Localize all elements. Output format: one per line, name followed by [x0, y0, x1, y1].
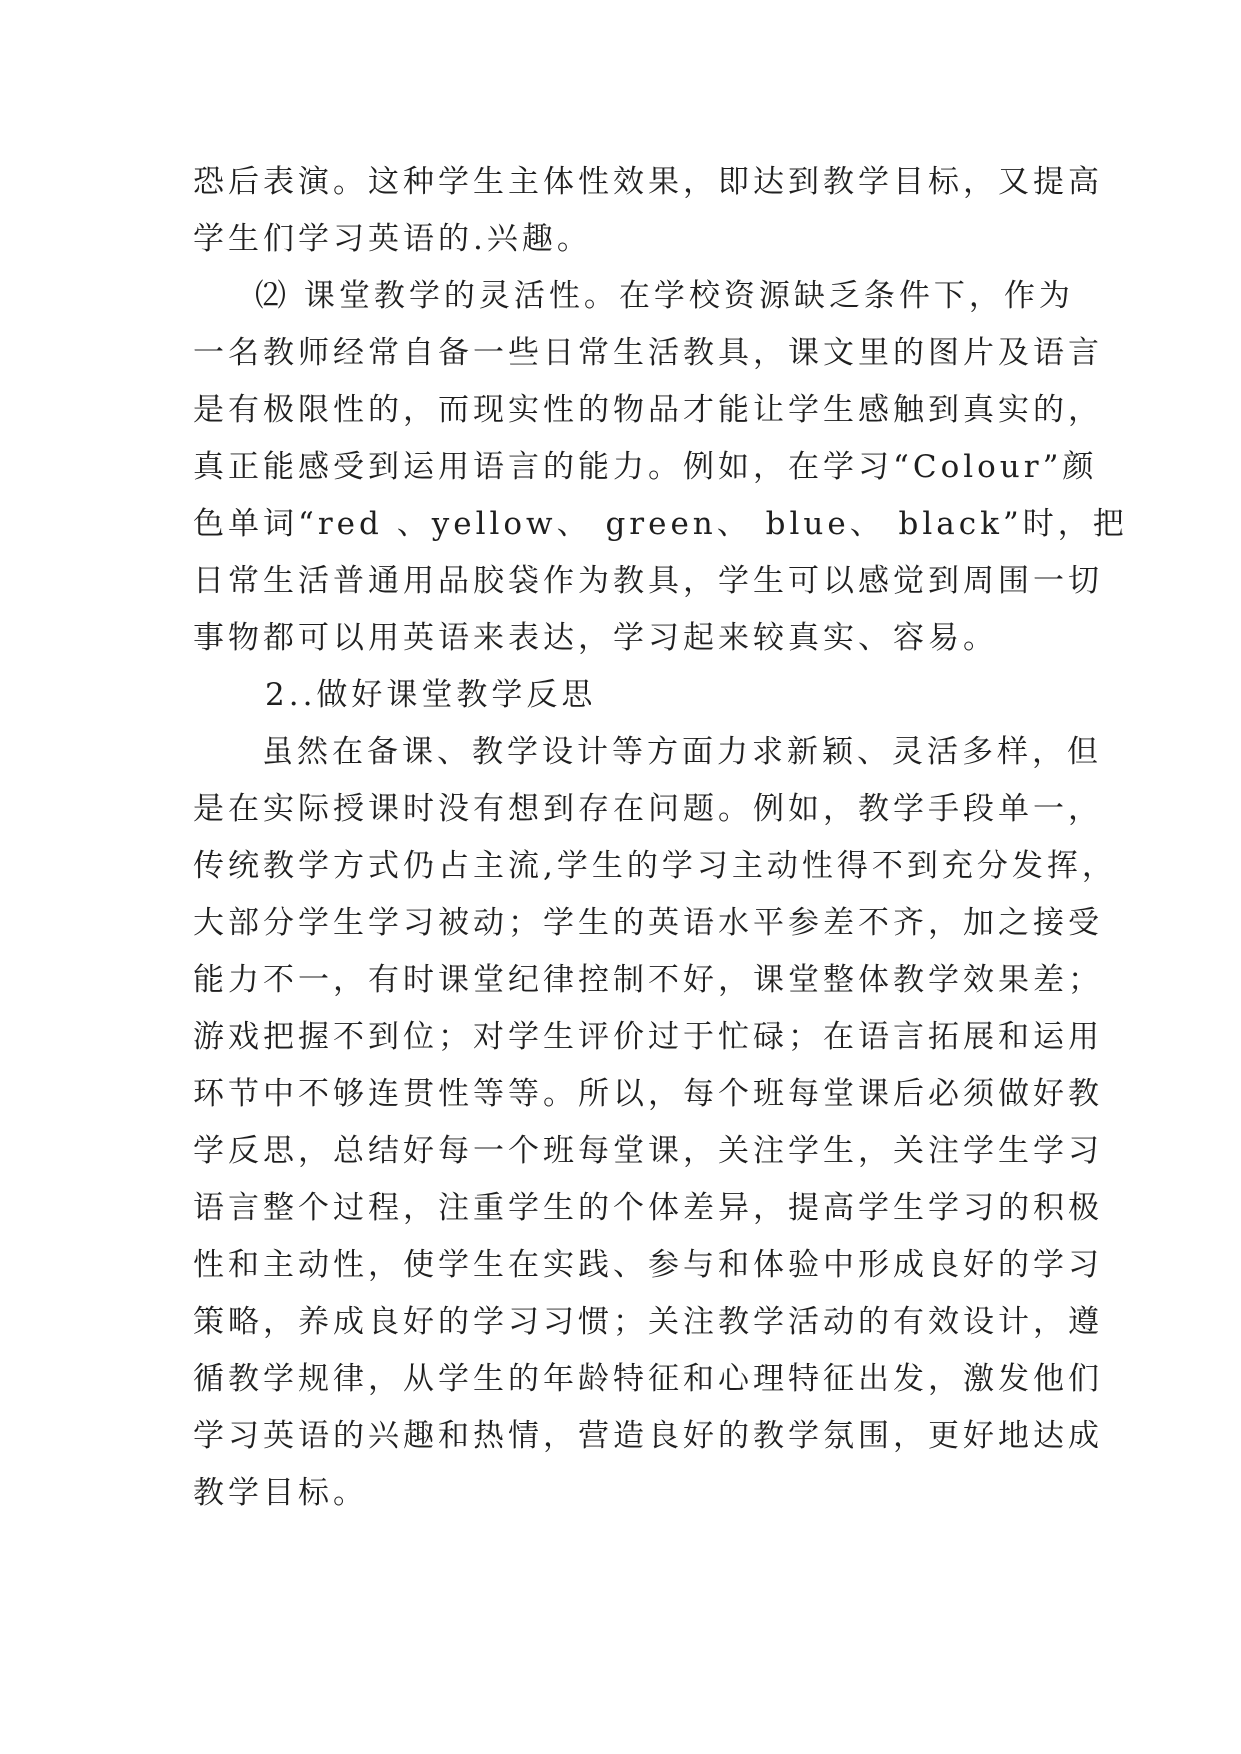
text-line: 环节中不够连贯性等等。所以，每个班每堂课后必须做好教	[193, 1076, 1103, 1112]
text-line: 事物都可以用英语来表达，学习起来较真实、容易。	[193, 620, 998, 656]
section-heading: 2..做好课堂教学反思	[265, 677, 597, 713]
text-line: 真正能感受到运用语言的能力。例如，在学习“Colour”颜	[193, 449, 1098, 485]
text-line: 能力不一，有时课堂纪律控制不好，课堂整体教学效果差；	[193, 962, 1103, 998]
text-line: 教学目标。	[193, 1475, 368, 1511]
paragraph-line-item-2: ⑵ 课堂教学的灵活性。在学校资源缺乏条件下，作为	[255, 278, 1074, 314]
text-line: 恐后表演。这种学生主体性效果，即达到教学目标，又提高	[193, 164, 1103, 200]
text-line: 策略，养成良好的学习习惯；关注教学活动的有效设计，遵	[193, 1304, 1103, 1340]
text-line: 游戏把握不到位；对学生评价过于忙碌；在语言拓展和运用	[193, 1019, 1103, 1055]
text-line: 循教学规律，从学生的年龄特征和心理特征出发，激发他们	[193, 1361, 1103, 1397]
text-line: 学生们学习英语的.兴趣。	[193, 221, 592, 257]
paragraph-line: 虽然在备课、教学设计等方面力求新颖、灵活多样，但	[262, 734, 1102, 770]
text-line: 日常生活普通用品胶袋作为教具，学生可以感觉到周围一切	[193, 563, 1103, 599]
text-line: 语言整个过程，注重学生的个体差异，提高学生学习的积极	[193, 1190, 1103, 1226]
text-line: 是在实际授课时没有想到存在问题。例如，教学手段单一，	[193, 791, 1103, 827]
text-line: 学习英语的兴趣和热情，营造良好的教学氛围，更好地达成	[193, 1418, 1103, 1454]
text-line: 色单词“red 、yellow、 green、 blue、 black”时，把	[193, 506, 1128, 542]
text-line: 传统教学方式仍占主流,学生的学习主动性得不到充分发挥，	[193, 848, 1117, 884]
text-line: 性和主动性，使学生在实践、参与和体验中形成良好的学习	[193, 1247, 1103, 1283]
text-line: 学反思，总结好每一个班每堂课，关注学生，关注学生学习	[193, 1133, 1103, 1169]
text-line: 一名教师经常自备一些日常生活教具，课文里的图片及语言	[193, 335, 1103, 371]
text-line: 是有极限性的，而现实性的物品才能让学生感触到真实的，	[193, 392, 1103, 428]
text-line: 大部分学生学习被动；学生的英语水平参差不齐，加之接受	[193, 905, 1103, 941]
